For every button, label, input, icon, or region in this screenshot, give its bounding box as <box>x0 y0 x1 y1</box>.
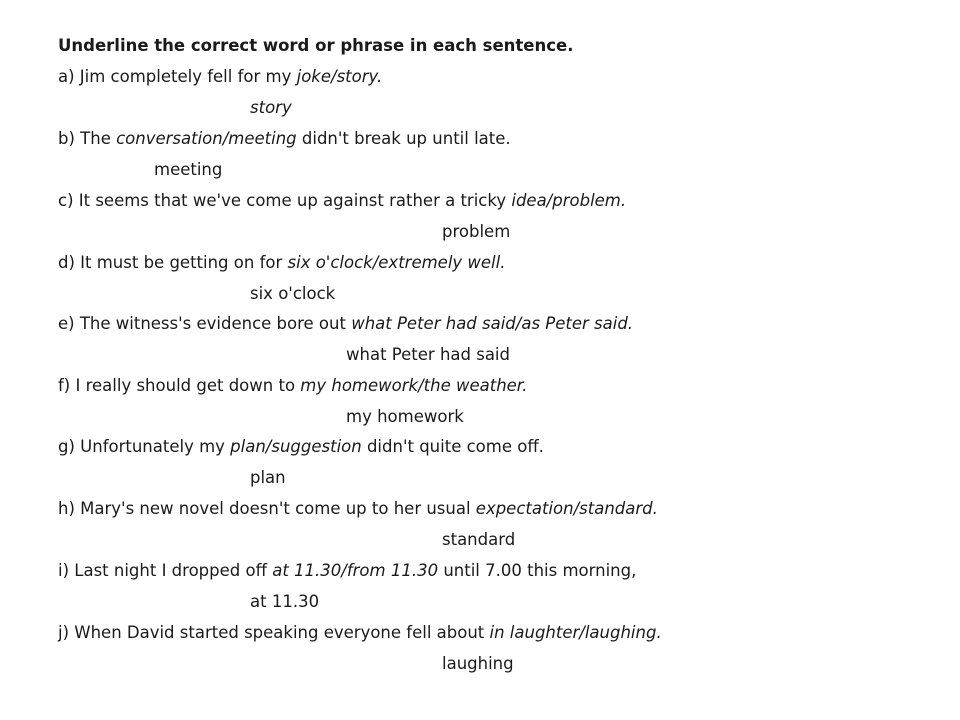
answer-a <box>250 98 292 118</box>
sentence-e-choice: what Peter had said/as Peter said. <box>351 314 634 333</box>
page-heading: Underline the correct word or phrase in each sentence. <box>58 36 574 55</box>
sentence-b-suffix: didn't break up until late. <box>296 129 511 148</box>
sentence-b <box>58 129 511 149</box>
sentence-b-prefix: b) The <box>58 129 117 148</box>
sentence-c <box>58 191 626 211</box>
sentence-d-prefix: d) It must be getting on for <box>58 253 288 272</box>
sentence-d <box>58 253 505 273</box>
sentence-j-choice: in laughter/laughing. <box>489 623 662 642</box>
answer-g: plan <box>250 468 286 487</box>
sentence-i-choice: at 11.30/from 11.30 <box>272 561 439 580</box>
answer-a-text: story <box>250 98 292 117</box>
answer-f: my homework <box>346 407 464 426</box>
answer-b: meeting <box>154 160 223 179</box>
sentence-j-prefix: j) When David started speaking everyone fell about <box>58 623 490 642</box>
sentence-a-prefix: a) Jim completely fell for my <box>58 67 297 86</box>
answer-e: what Peter had said <box>346 345 510 364</box>
sentence-g <box>58 437 544 457</box>
sentence-f-prefix: f) I really should get down to <box>58 376 301 395</box>
answer-h: standard <box>442 530 516 549</box>
sentence-h-prefix: h) Mary's new novel doesn't come up to her usual <box>58 499 476 518</box>
sentence-c-prefix: c) It seems that we've come up against rather a tricky <box>58 191 512 210</box>
answer-j: laughing <box>442 654 514 673</box>
sentence-e <box>58 314 633 334</box>
sentence-i-suffix: until 7.00 this morning, <box>438 561 637 580</box>
sentence-h <box>58 499 658 519</box>
sentence-e-prefix: e) The witness's evidence bore out <box>58 314 352 333</box>
sentence-c-choice: idea/problem. <box>511 191 627 210</box>
sentence-f <box>58 376 527 396</box>
answer-i: at 11.30 <box>250 592 320 611</box>
sentence-j <box>58 623 662 643</box>
sentence-a-choice: joke/story. <box>296 67 383 86</box>
sentence-g-choice: plan/suggestion <box>230 437 362 456</box>
answer-d: six o'clock <box>250 284 336 303</box>
sentence-b-choice: conversation/meeting <box>116 129 297 148</box>
sentence-d-choice: six o'clock/extremely well. <box>287 253 506 272</box>
sentence-a <box>58 67 382 87</box>
sentence-g-prefix: g) Unfortunately my <box>58 437 231 456</box>
sentence-h-choice: expectation/standard. <box>475 499 658 518</box>
answer-c: problem <box>442 222 511 241</box>
sentence-i-prefix: i) Last night I dropped off <box>58 561 273 580</box>
sentence-g-suffix: didn't quite come off. <box>361 437 544 456</box>
sentence-f-choice: my homework/the weather. <box>300 376 528 395</box>
sentence-i <box>58 561 636 581</box>
